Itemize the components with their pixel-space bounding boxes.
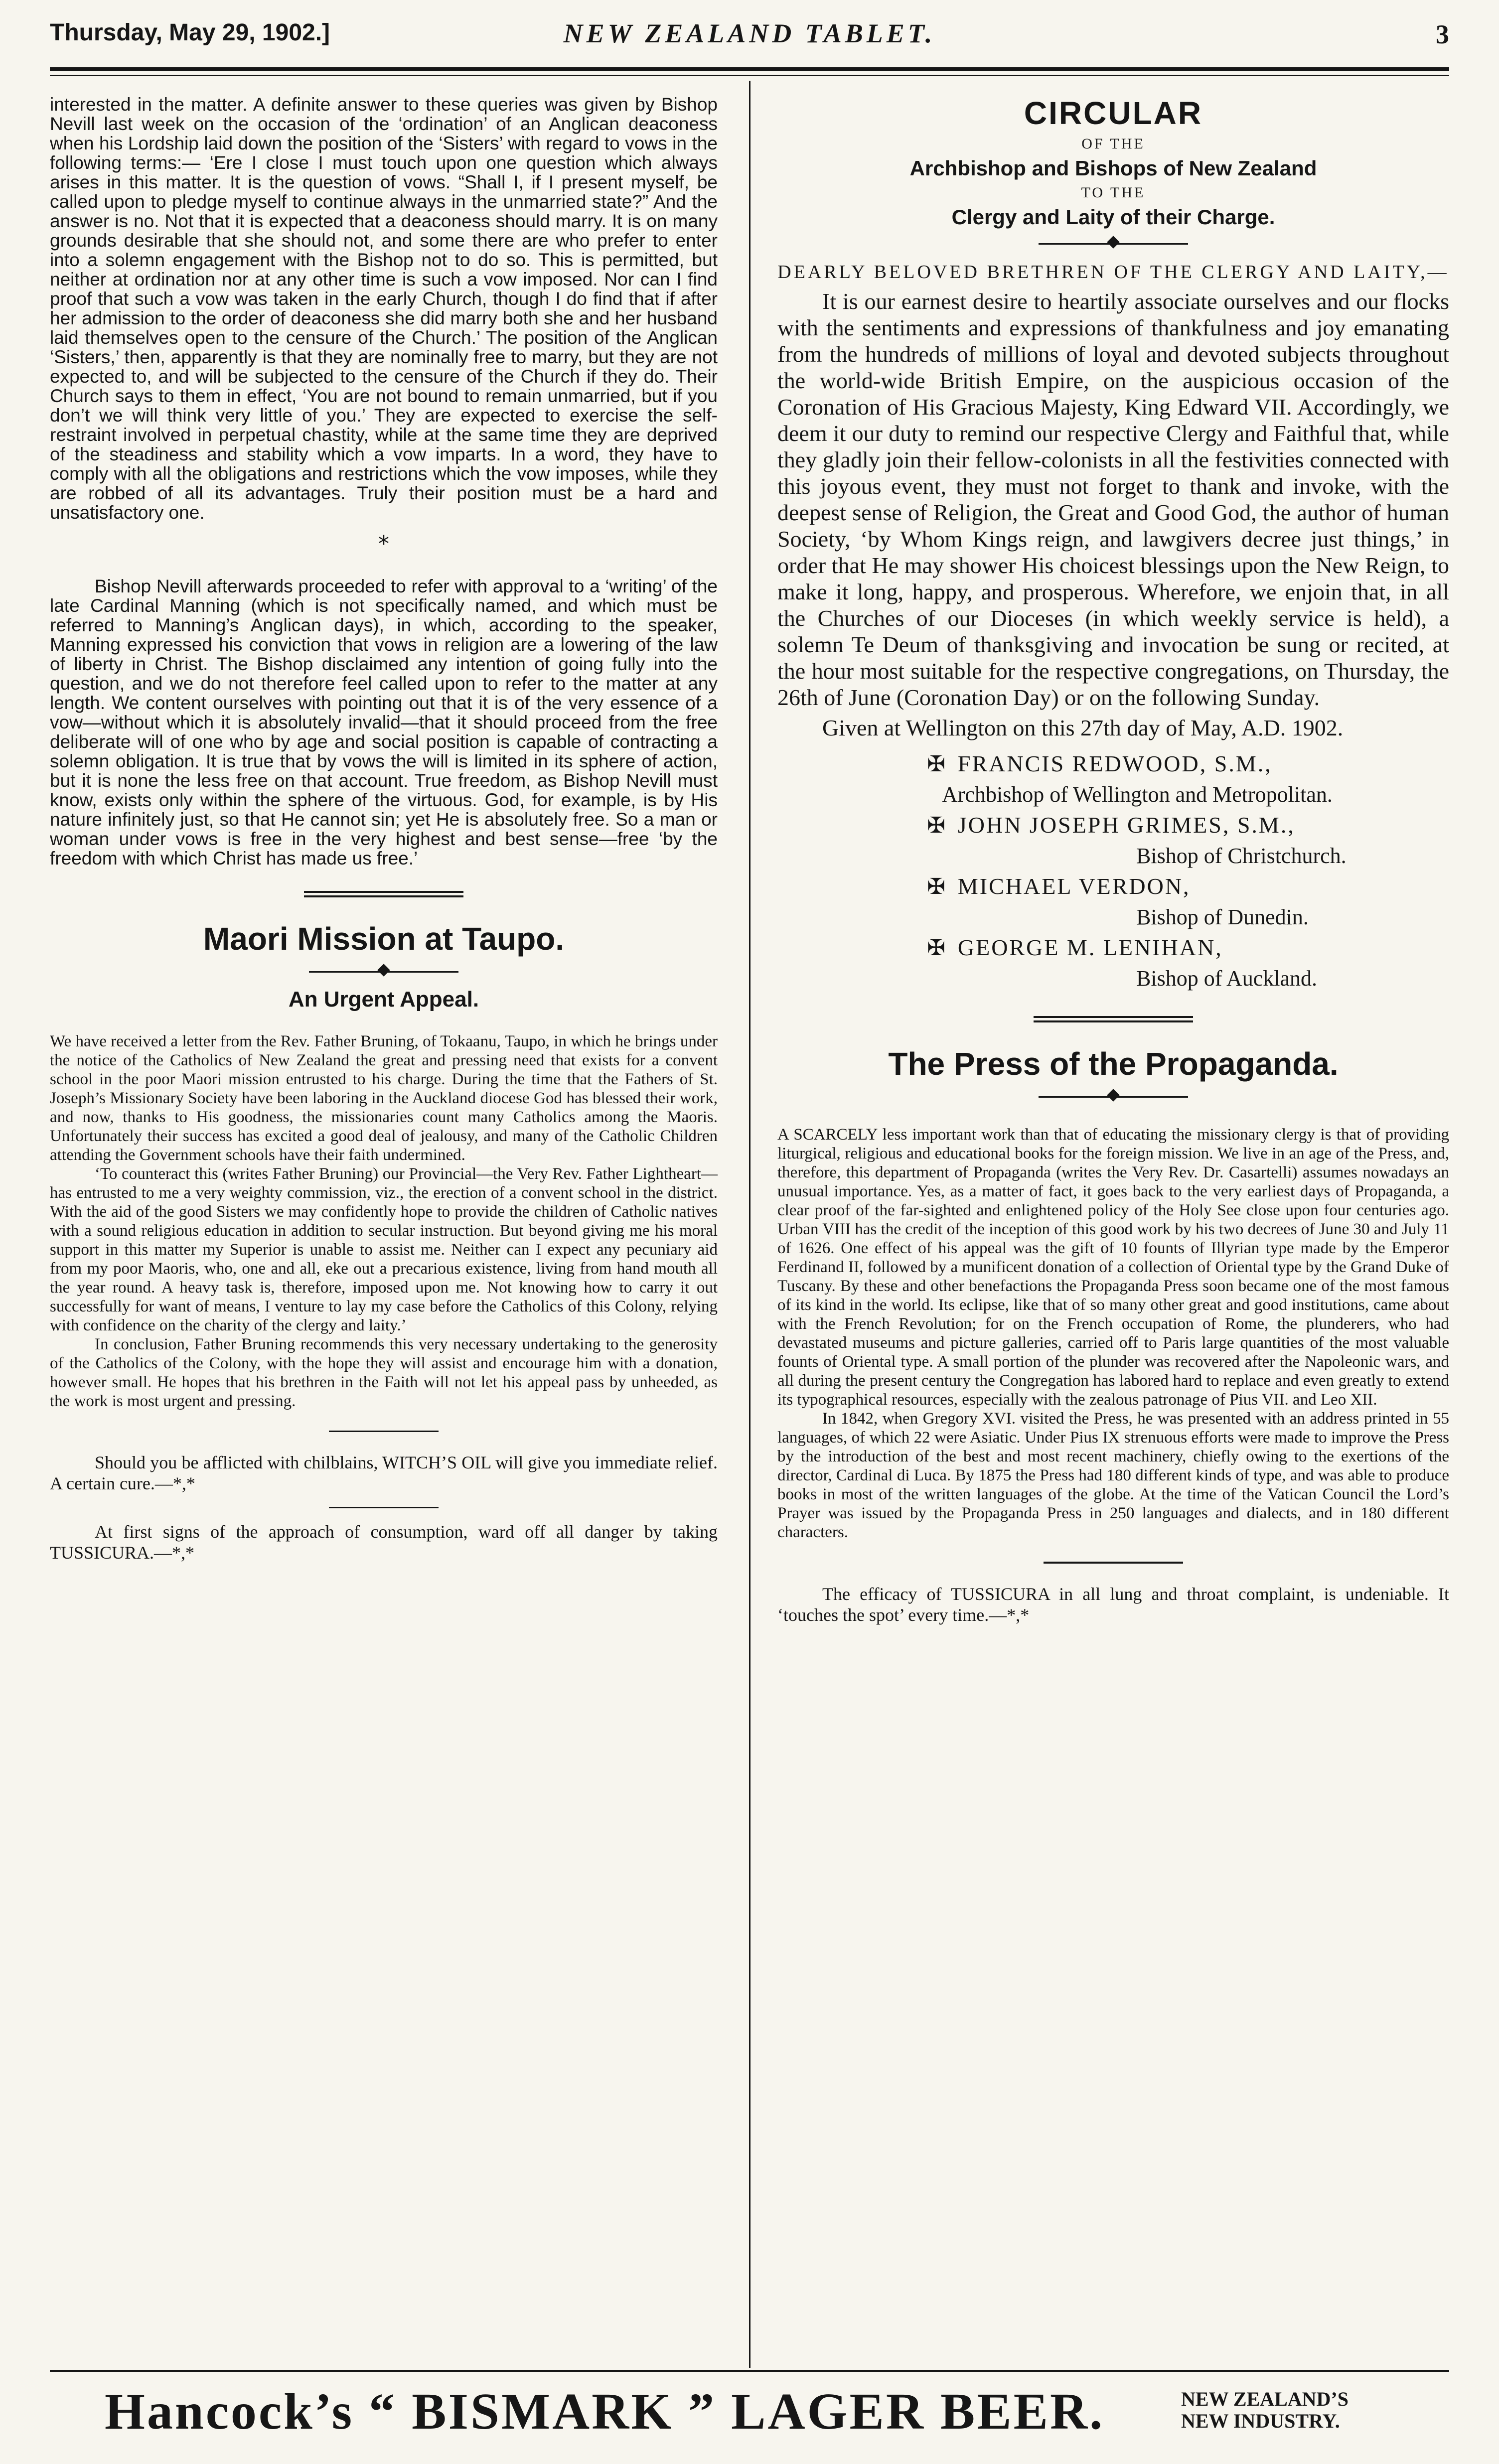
article-paragraph: We have received a letter from the Rev. Father Bruning, of Tokaanu, Taupo, in which he brings under the notice of the Catholics of New Zealand the great and pressing need that exists for a convent school in the poor Maori mission entrusted to his charge. During the time that the Fathers of St. Joseph’s Missionary Society have been laboring in the Auckland diocese God has blessed their work, and now, thanks to His goodness, the missionaries count many Catholics among the Maoris. Unfortunately their success has excited a good deal of jealousy, and many of the Catholic Children attending the Government schools have their faith undermined. bbox=[50, 1032, 718, 1164]
left-column bbox=[50, 95, 718, 1563]
circular-recipients: Clergy and Laity of their Charge. bbox=[951, 205, 1275, 229]
advertisement-tussicura: At first signs of the approach of consumption, ward off all danger by taking TUSSICURA.—*,* bbox=[50, 1522, 718, 1563]
salutation: DEARLY BELOVED BRETHREN OF THE CLERGY AND LAITY,— bbox=[777, 262, 1449, 283]
right-column bbox=[777, 95, 1449, 1625]
footer-rule bbox=[50, 2370, 1449, 2372]
article-paragraph: ‘To counteract this (writes Father Bruning) our Provincial—the Very Rev. Father Lightheart—has entrusted to me a very weighty commission, viz., the erection of a convent school in the district. With the aid of the good Sisters we may confidently hope to provide the children of Catholic natives with a sound religious education in addition to secular instruction. But beyond giving me his moral support in this matter my Superior is unable to assist me. Neither can I expect any pecuniary aid from my poor Maoris, who, one and all, eke out a precarious existence, living from hand mouth all the year round. A heavy task is, therefore, imposed upon me. Not knowing how to carry it out successfully for want of means, I venture to lay my case before the Catholics of this Colony, relying with confidence on the charity of the clergy and laity.’ bbox=[50, 1165, 718, 1334]
cross-icon: ✠ bbox=[927, 874, 947, 899]
signatory-title: Bishop of Dunedin. bbox=[1136, 905, 1309, 929]
cross-icon: ✠ bbox=[927, 751, 947, 777]
signatory-title: Bishop of Auckland. bbox=[1136, 966, 1317, 991]
signatory-name: ✠ GEORGE M. LENIHAN, bbox=[927, 935, 1223, 961]
signatory-name: ✠ FRANCIS REDWOOD, S.M., bbox=[927, 751, 1272, 777]
circular-to: TO THE bbox=[1081, 184, 1146, 201]
masthead-rule-thin bbox=[50, 75, 1449, 76]
signatory-name: ✠ MICHAEL VERDON, bbox=[927, 873, 1191, 899]
masthead bbox=[50, 6, 1449, 66]
advertisement-witchs-oil: Should you be afflicted with chilblains, WITCH’S OIL will give you immediate relief. A certain cure.—*,* bbox=[50, 1452, 718, 1493]
press-heading: The Press of the Propaganda. bbox=[888, 1046, 1339, 1082]
press-paragraph: In 1842, when Gregory XVI. visited the Press, he was presented with an address printed in 55 languages, of which 22 were Asiatic. Under Pius IX strenuous efforts were made to improve the Press by the introduction of the best and most recent machinery, chiefly owing to the exertions of the director, Cardinal di Luca. By 1875 the Press had 180 different kinds of type, and was able to produce books in most of the written languages of the globe. At the time of the Vatican Council the Lord’s Prayer was issued by the Propaganda Press in 250 languages and dialects, and in 180 different characters. bbox=[777, 1410, 1449, 1541]
new-industry-tagline: NEW ZEALAND’S NEW INDUSTRY. bbox=[1181, 2388, 1349, 2432]
maori-mission-heading: Maori Mission at Taupo. bbox=[203, 921, 565, 957]
circular-issuers: Archbishop and Bishops of New Zealand bbox=[909, 156, 1317, 180]
signatories bbox=[777, 748, 1449, 993]
diamond-rule bbox=[1039, 1089, 1188, 1104]
short-rule bbox=[1044, 1562, 1183, 1564]
short-rule bbox=[329, 1431, 439, 1432]
press-paragraph: A SCARCELY less important work than that of educating the missionary clergy is that of providing liturgical, religious and educational books for the foreign mission. We live in an age of the Press, and, therefore, this department of Propaganda (writes the Very Rev. Dr. Casartelli) assumes nowadays an unusual importance. Yes, as a matter of fact, it goes back to the very earliest days of Propaganda, a clear proof of the far-sighted and enlightened policy of the Holy See close upon four centuries ago. Urban VIII has the credit of the inception of this good work by his two decrees of June 30 and July 11 of 1626. One effect of his appeal was the gift of 10 founts of Illyrian type made by the Emperor Ferdinand II, followed by a munificent donation of a collection of Oriental type by the Grand Duke of Tuscany. By these and other benefactions the Propaganda Press soon became one of the most famous of its kind in the world. Its eclipse, like that of so many other great and good institutions, came about with the French Revolution; for on the French occupation of Rome, the plunderers, who had devastated museums and picture galleries, carried off to Paris large quantities of the most valuable founts of Oriental type. A small portion of the plunder was recovered after the Napoleonic wars, and all during the present century the Congregation has labored hard to replace and even greatly to extend its typographical resources, especially with the zealous patronage of Pius VII. and Leo XII. bbox=[777, 1126, 1449, 1409]
circular-paragraph: It is our earnest desire to heartily associate ourselves and our flocks with the sentiments and expressions of thankfulness and joy emanating from the hundreds of millions of loyal and devoted subjects throughout the world-wide British Empire, on the auspicious occasion of the Coronation of His Gracious Majesty, King Edward VII. Accordingly, we deem it our duty to remind our respective Clergy and Faithful that, while they gladly join their fellow-colonists in all the festivities connected with this joyous event, they must not forget to thank and invoke, with the deepest sense of Religion, the Great and Good God, the author of human Society, ‘by Whom Kings reign, and lawgivers decree just things,’ in order that He may shower His choicest blessings upon the New Reign, to make it long, happy, and prosperous. Wherefore, we enjoin that, in all the Churches of our Dioceses (in which weekly service is held), a solemn Te Deum of thanksgiving and invocation be sung or recited, at the hour most suitable for the respective congregations, on Thursday, the 26th of June (Coronation Day) or on the following Sunday. bbox=[777, 289, 1449, 710]
page-number: 3 bbox=[1436, 19, 1449, 49]
section-separator bbox=[304, 891, 463, 897]
article-paragraph: interested in the matter. A definite answer to these queries was given by Bishop Nevill last week on the occasion of the ‘ordination’ of an Anglican deaconess when his Lordship laid down the position of the ‘Sisters’ with regard to vows in the following terms:— ‘Ere I close I must touch upon one question which always arises in this matter. It is the question of vows. “Shall I, if I present myself, be called upon to pledge myself to continue always in the unmarried state?” And the answer is no. Not that it is expected that a deaconess should marry. It is on many grounds desirable that she should not, and some there are who prefer to enter into a solemn engagement with the Bishop not to do so. This is permitted, but neither at ordination nor at any other time is such a vow imposed. Nor can I find proof that such a vow was taken in the early Church, though I do find that if after her admission to the order of deaconess she did marry both she and her husband laid themselves open to the censure of the Church.’ The position of the Anglican ‘Sisters,’ then, apparently is that they are nominally free to marry, but they are not expected to, and will be subjected to the censure of the Church if they do. Their Church says to them in effect, ‘You are not bound to remain unmarried, but if you don’t we will think very little of you.’ They are expected to exercise the self-restraint involved in perpetual chastity, while at the same time they are deprived of the steadiness and stability which a vow imparts. In a word, they have to comply with all the obligations and restrictions which the vow imposes, while they are robbed of all its advantages. Truly their position must be a hard and unsatisfactory one. bbox=[50, 94, 718, 523]
article-paragraph: Bishop Nevill afterwards proceeded to refer with approval to a ‘writing’ of the late Cardinal Manning (which is not specifically named, and which must be referred to Manning’s Anglican days), in which, according to the speaker, Manning expressed his conviction that vows in religion are a lowering of the law of liberty in Christ. The Bishop disclaimed any intention of going fully into the question, and we do not therefore feel called upon to refer to the matter at any length. We content ourselves with pointing out that it is of the very essence of a vow—without which it is absolutely invalid—that it should proceed from the free deliberate will of one who by age and social position is capable of contracting a solemn obligation. It is true that by vows the will is limited in its sphere of action, but it is none the less free on that account. True freedom, as Bishop Nevill must know, exists only within the sphere of the virtuous. God, for example, is by His nature infinitely just, so that He cannot sin; yet He is absolutely free. So a man or woman under vows is free in the very highest and best sense—free ‘by the freedom with which Christ has made us free.’ bbox=[50, 576, 718, 869]
section-separator bbox=[1034, 1016, 1193, 1022]
newspaper-title: NEW ZEALAND TABLET. bbox=[563, 18, 936, 48]
cross-icon: ✠ bbox=[927, 935, 947, 961]
short-rule bbox=[329, 1507, 439, 1508]
circular-title: CIRCULAR bbox=[1024, 95, 1203, 131]
column-divider bbox=[749, 81, 750, 2368]
article-paragraph: In conclusion, Father Bruning recommends this very necessary undertaking to the generosity of the Catholics of the Colony, with the hope they will assist and encourage him with a donation, however small. He hopes that his brethren in the Faith will not let his appeal pass by unheeded, as the work is most urgent and pressing. bbox=[50, 1335, 718, 1410]
bismark-lager-advertisement: Hancock’s “ BISMARK ” LAGER BEER. bbox=[105, 2383, 1105, 2440]
masthead-rule-thick bbox=[50, 67, 1449, 71]
section-star: * bbox=[378, 531, 389, 557]
maori-mission-subheading: An Urgent Appeal. bbox=[288, 987, 479, 1012]
diamond-rule bbox=[309, 964, 458, 979]
cross-icon: ✠ bbox=[927, 813, 947, 838]
signatory-title: Archbishop of Wellington and Metropolitan. bbox=[942, 782, 1333, 807]
diamond-rule bbox=[1039, 236, 1188, 251]
circular-date-line: Given at Wellington on this 27th day of May, A.D. 1902. bbox=[822, 715, 1344, 740]
signatory-name: ✠ JOHN JOSEPH GRIMES, S.M., bbox=[927, 812, 1295, 838]
signatory-title: Bishop of Christchurch. bbox=[1136, 844, 1347, 868]
issue-date: Thursday, May 29, 1902.] bbox=[50, 19, 330, 46]
circular-of: OF THE bbox=[1081, 136, 1145, 152]
advertisement-tussicura-lung: The efficacy of TUSSICURA in all lung and throat complaint, is undeniable. It ‘touches the spot’ every time.—*,* bbox=[777, 1584, 1449, 1625]
